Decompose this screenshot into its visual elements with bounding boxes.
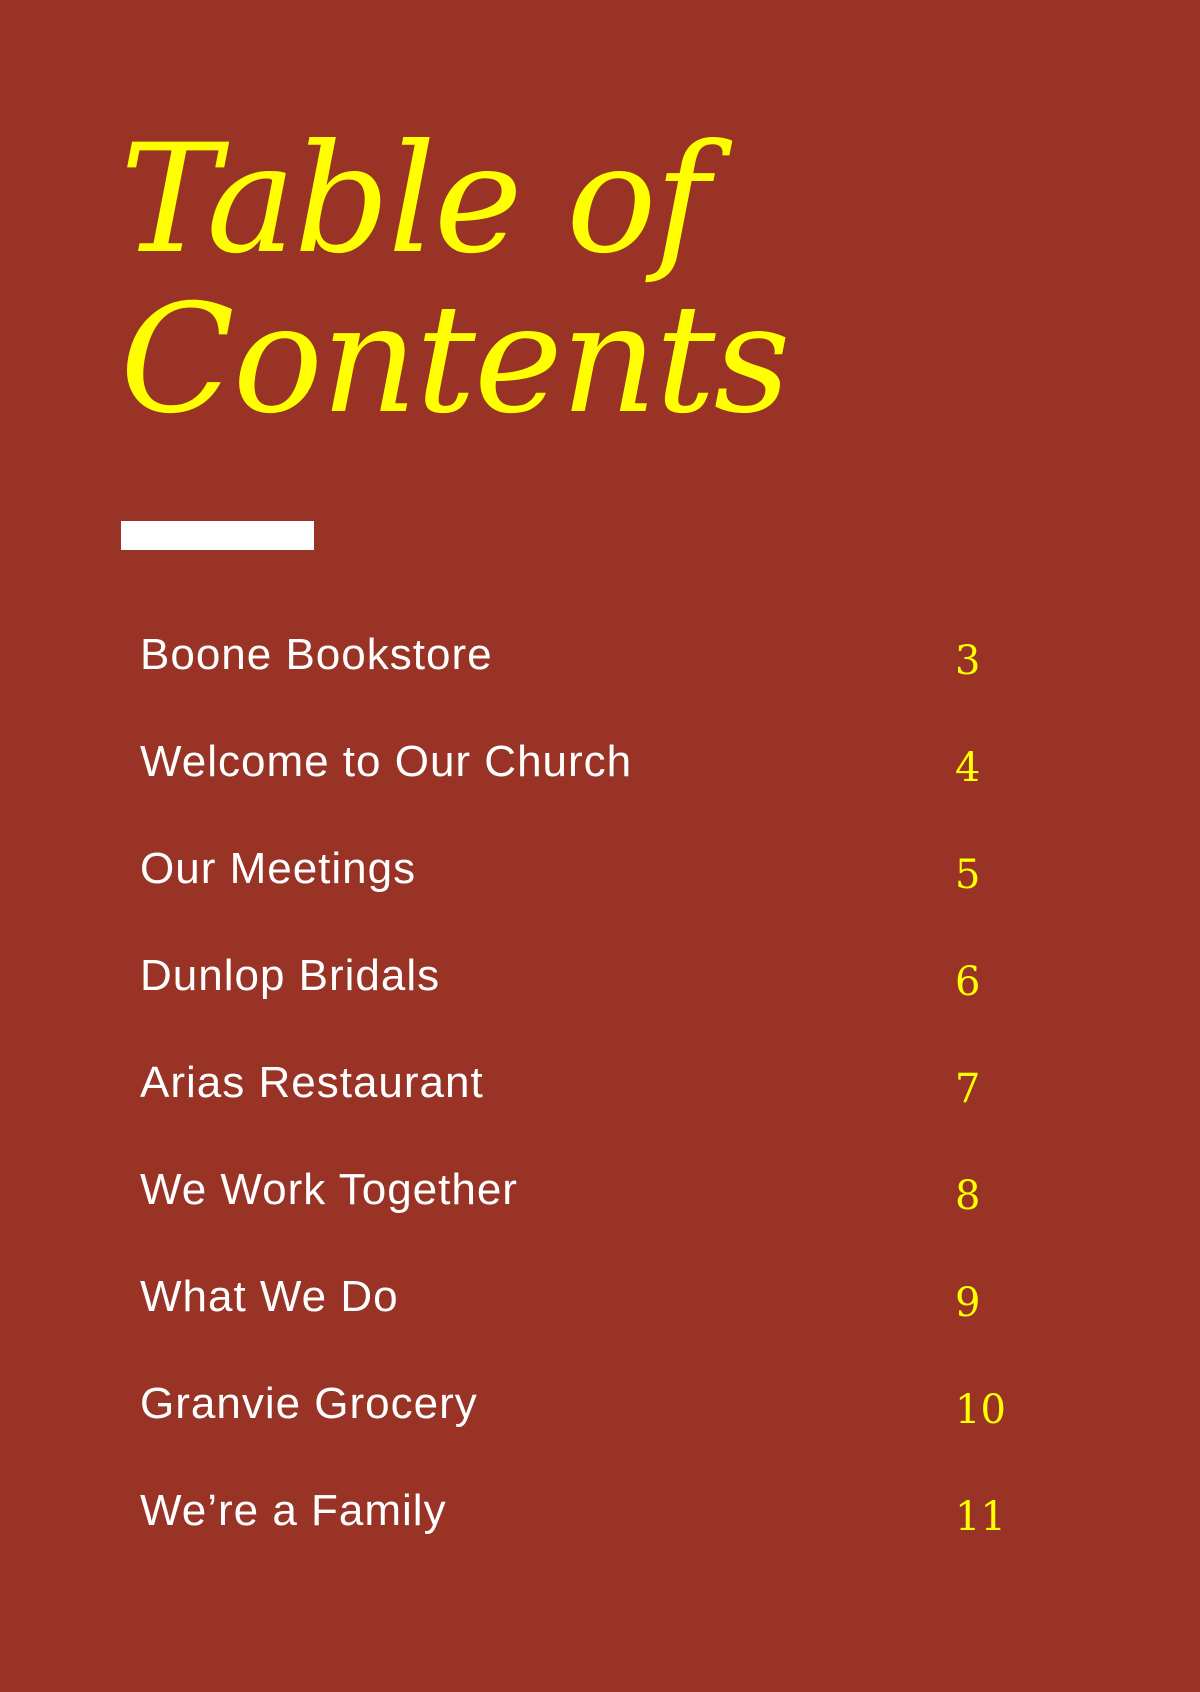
toc-entry-page-number: 9 [955, 1280, 981, 1326]
toc-entry-page-number: 10 [955, 1387, 1006, 1433]
toc-entry[interactable] [140, 941, 1020, 1048]
table-of-contents-list [140, 620, 1020, 1583]
toc-entry[interactable] [140, 1369, 1020, 1476]
toc-entry-page-number: 4 [955, 745, 981, 791]
toc-entry-title: We Work Together [140, 1165, 518, 1214]
toc-entry-page-number: 3 [955, 638, 981, 684]
toc-entry[interactable] [140, 1048, 1020, 1155]
toc-entry-page-number: 8 [955, 1173, 981, 1219]
toc-entry[interactable] [140, 1262, 1020, 1369]
page-title [120, 113, 789, 447]
toc-entry-title: Boone Bookstore [140, 630, 493, 679]
toc-entry-title: Welcome to Our Church [140, 737, 633, 786]
toc-entry-title: Granvie Grocery [140, 1379, 478, 1428]
toc-entry-page-number: 7 [955, 1066, 981, 1112]
toc-entry[interactable] [140, 1155, 1020, 1262]
toc-entry[interactable] [140, 834, 1020, 941]
toc-entry-page-number: 5 [955, 852, 981, 898]
toc-entry-title: We’re a Family [140, 1486, 447, 1535]
toc-entry-title: Dunlop Bridals [140, 951, 441, 1000]
toc-entry[interactable] [140, 1476, 1020, 1583]
toc-entry[interactable] [140, 620, 1020, 727]
title-divider [121, 521, 314, 550]
toc-entry-title: What We Do [140, 1272, 399, 1321]
toc-entry-title: Arias Restaurant [140, 1058, 484, 1107]
toc-entry-page-number: 6 [955, 959, 981, 1005]
page-title-line-1: Table of [120, 113, 709, 287]
toc-entry-page-number: 11 [955, 1494, 1006, 1540]
toc-entry-title: Our Meetings [140, 844, 417, 893]
toc-entry[interactable] [140, 727, 1020, 834]
page-title-line-2: Contents [120, 273, 789, 447]
